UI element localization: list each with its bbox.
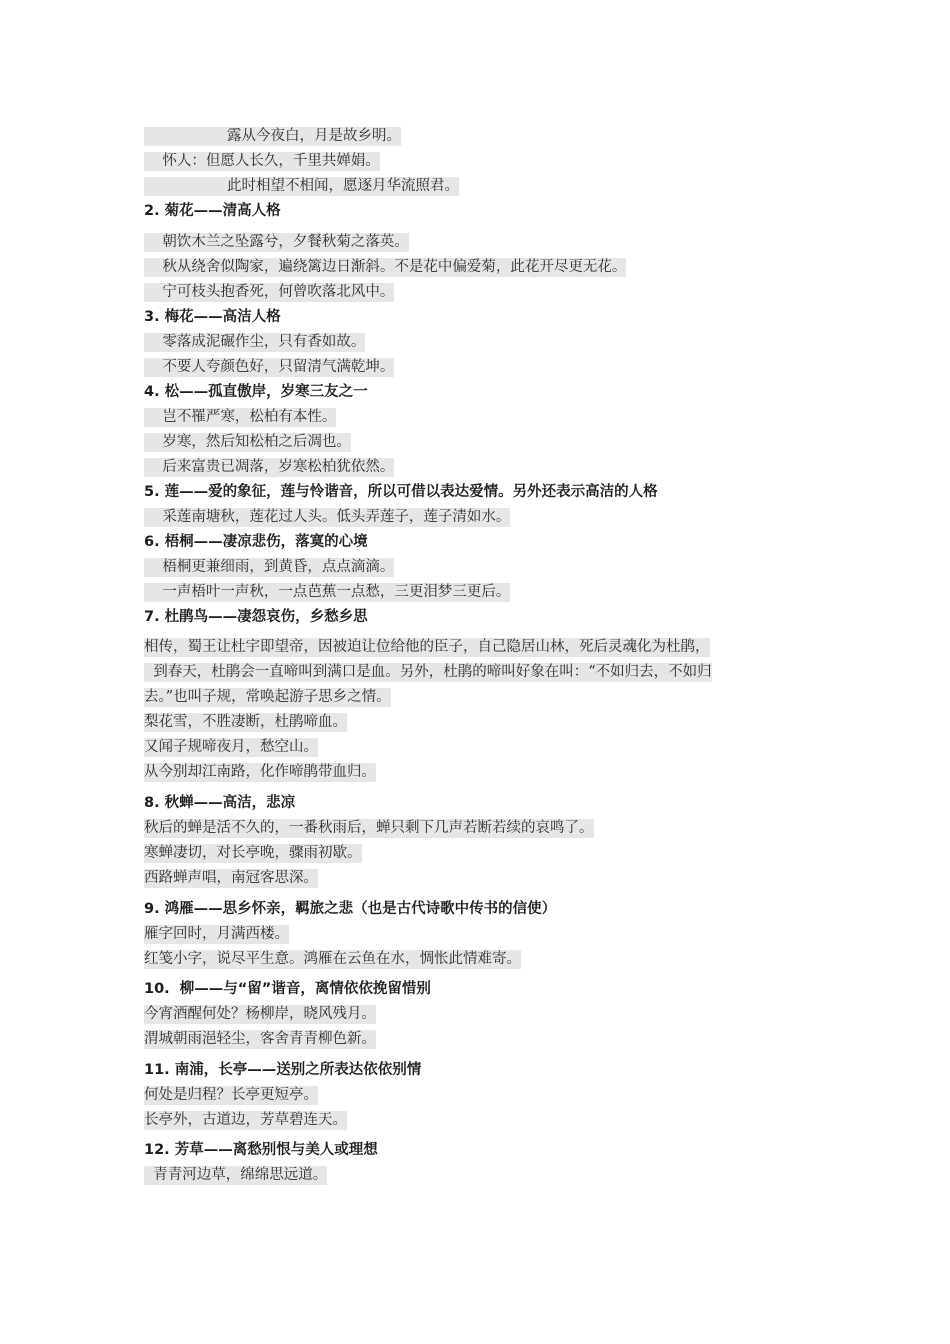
prose-line: 到春天，杜鹃会一直啼叫到满口是血。另外，杜鹃的啼叫好象在叫：“不如归去，不如归 xyxy=(144,664,712,680)
prose-line: 去。”也叫子规，常唤起游子思乡之情。 xyxy=(144,689,391,705)
section-heading: 5. 莲——爱的象征，莲与怜谐音，所以可借以表达爱情。另外还表示高洁的人格 xyxy=(144,484,658,500)
poem-line: 宁可枝头抱香死，何曾吹落北风中。 xyxy=(144,284,395,300)
poem-line: 秋从绕舍似陶家，遍绕篱边日渐斜。不是花中偏爱菊，此花开尽更无花。 xyxy=(144,259,627,275)
poem-line: 采莲南塘秋，莲花过人头。低头弄莲子，莲子清如水。 xyxy=(144,509,511,525)
prose-line: 长亭外，古道边，芳草碧连天。 xyxy=(144,1112,347,1128)
section-heading: 3. 梅花——高洁人格 xyxy=(144,309,281,325)
section-heading: 2. 菊花——清高人格 xyxy=(144,203,281,219)
prose-line: 寒蝉凄切，对长亭晚，骤雨初歇。 xyxy=(144,845,362,861)
poem-line: 此时相望不相闻，愿逐月华流照君。 xyxy=(144,178,459,194)
prose-line: 红笺小字，说尽平生意。鸿雁在云鱼在水，惆怅此情难寄。 xyxy=(144,951,521,967)
poem-line: 露从今夜白，月是故乡明。 xyxy=(144,128,401,144)
prose-line: 秋后的蝉是活不久的，一番秋雨后，蝉只剩下几声若断若续的哀鸣了。 xyxy=(144,820,594,836)
prose-line: 渭城朝雨浥轻尘，客舍青青柳色新。 xyxy=(144,1031,376,1047)
prose-line: 相传，蜀王让杜宇即望帝，因被迫让位给他的臣子，自己隐居山林，死后灵魂化为杜鹃， xyxy=(144,639,710,655)
section-heading: 8. 秋蝉——高洁，悲凉 xyxy=(144,795,296,811)
section-heading: 6. 梧桐——凄凉悲伤，落寞的心境 xyxy=(144,534,368,550)
section-heading: 4. 松——孤直傲岸，岁寒三友之一 xyxy=(144,384,368,400)
poem-line: 怀人：但愿人长久，千里共婵娟。 xyxy=(144,153,380,169)
poem-line: 零落成泥碾作尘，只有香如故。 xyxy=(144,334,366,350)
section-heading: 10. 柳——与“留”谐音，离情依依挽留惜别 xyxy=(144,981,431,997)
poem-line: 朝饮木兰之坠露兮，夕餐秋菊之落英。 xyxy=(144,234,409,250)
poem-line: 梧桐更兼细雨，到黄昏，点点滴滴。 xyxy=(144,559,395,575)
prose-line: 青青河边草，绵绵思远道。 xyxy=(144,1167,328,1183)
prose-line: 雁字回时，月满西楼。 xyxy=(144,926,289,942)
section-heading: 7. 杜鹃鸟——凄怨哀伤，乡愁乡思 xyxy=(144,609,368,625)
prose-line: 何处是归程？长亭更短亭。 xyxy=(144,1087,318,1103)
section-heading: 12. 芳草——离愁别恨与美人或理想 xyxy=(144,1142,378,1158)
poem-line: 后来富贵已凋落，岁寒松柏犹依然。 xyxy=(144,459,395,475)
prose-line: 梨花雪，不胜凄断，杜鹃啼血。 xyxy=(144,714,347,730)
prose-line: 又闻子规啼夜月，愁空山。 xyxy=(144,739,318,755)
prose-line: 从今别却江南路，化作啼鹃带血归。 xyxy=(144,764,376,780)
poem-line: 不要人夸颜色好，只留清气满乾坤。 xyxy=(144,359,395,375)
poem-line: 岂不罹严寒，松柏有本性。 xyxy=(144,409,337,425)
poem-line: 一声梧叶一声秋，一点芭蕉一点愁，三更泪梦三更后。 xyxy=(144,584,511,600)
section-heading: 11. 南浦，长亭——送别之所表达依依别情 xyxy=(144,1062,422,1078)
section-heading: 9. 鸿雁——思乡怀亲，羁旅之悲（也是古代诗歌中传书的信使） xyxy=(144,901,557,917)
poem-line: 岁寒，然后知松柏之后凋也。 xyxy=(144,434,351,450)
prose-line: 西路蝉声唱，南冠客思深。 xyxy=(144,870,318,886)
prose-line: 今宵酒醒何处？杨柳岸，晓风残月。 xyxy=(144,1006,376,1022)
